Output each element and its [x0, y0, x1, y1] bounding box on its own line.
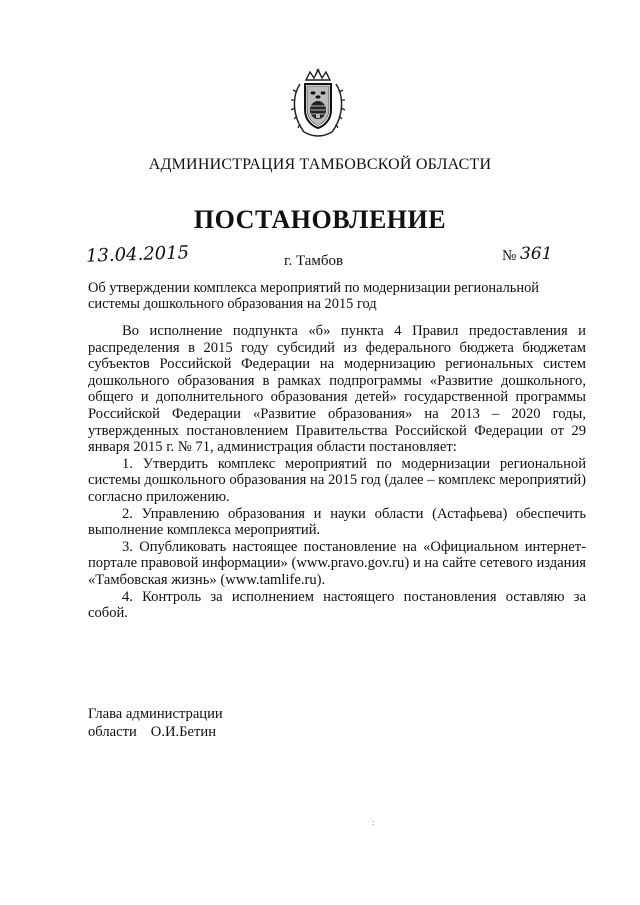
- scan-speck: :: [372, 818, 375, 827]
- document-number-prefix: №: [502, 248, 517, 264]
- signatory-name: О.И.Бетин: [150, 724, 217, 740]
- document-city: г. Тамбов: [284, 253, 344, 269]
- document-type-heading: ПОСТАНОВЛЕНИЕ: [193, 205, 447, 234]
- resolution-item-4: 4. Контроль за исполнением настоящего постановления оставляю за собой.: [88, 588, 586, 622]
- coat-of-arms-icon: [288, 68, 348, 142]
- signatory-position-line1: Глава администрации: [88, 706, 223, 722]
- resolution-item-2: 2. Управлению образования и науки области (Астафьева) обеспечить выполнение комплекса мероприятий.: [88, 505, 586, 539]
- preamble-paragraph: Во исполнение подпункта «б» пункта 4 Правил предоставления и распределения в 2015 году субсидий из федерального бюджета бюджетам субъектов Российской Федерации на модернизацию региональных систем дошкольного образования в рамках подпрограммы «Развитие дошкольного, общего и дополнительного образования детей» государственной программы Российской Федерации «Развитие образования» на 2013 – 2020 годы, утвержденных постановлением Правительства Российской Федерации от 29 января 2015 г. № 71, администрация области постановляет:: [88, 323, 586, 456]
- resolution-item-1: 1. Утвердить комплекс мероприятий по модернизации региональной системы дошкольного образования на 2015 год (далее – комплекс мероприятий) согласно приложению.: [88, 455, 586, 505]
- resolution-item-3: 3. Опубликовать настоящее постановление на «Официальном интернет-портале правовой информации» (www.pravo.gov.ru) и на сайте сетевого издания «Тамбовская жизнь» (www.tamlife.ru).: [88, 538, 586, 588]
- document-number: 361: [520, 244, 553, 264]
- document-title: Об утверждении комплекса мероприятий по модернизации региональной системы дошкольного образования на 2015 год: [88, 280, 539, 312]
- signatory-position-line2: области: [88, 724, 137, 740]
- signature-block: [88, 705, 223, 741]
- organization-name: АДМИНИСТРАЦИЯ ТАМБОВСКОЙ ОБЛАСТИ: [148, 156, 492, 173]
- document-body: [88, 323, 586, 622]
- signature-row: [88, 723, 223, 741]
- document-date: 13.04.2015: [85, 242, 190, 267]
